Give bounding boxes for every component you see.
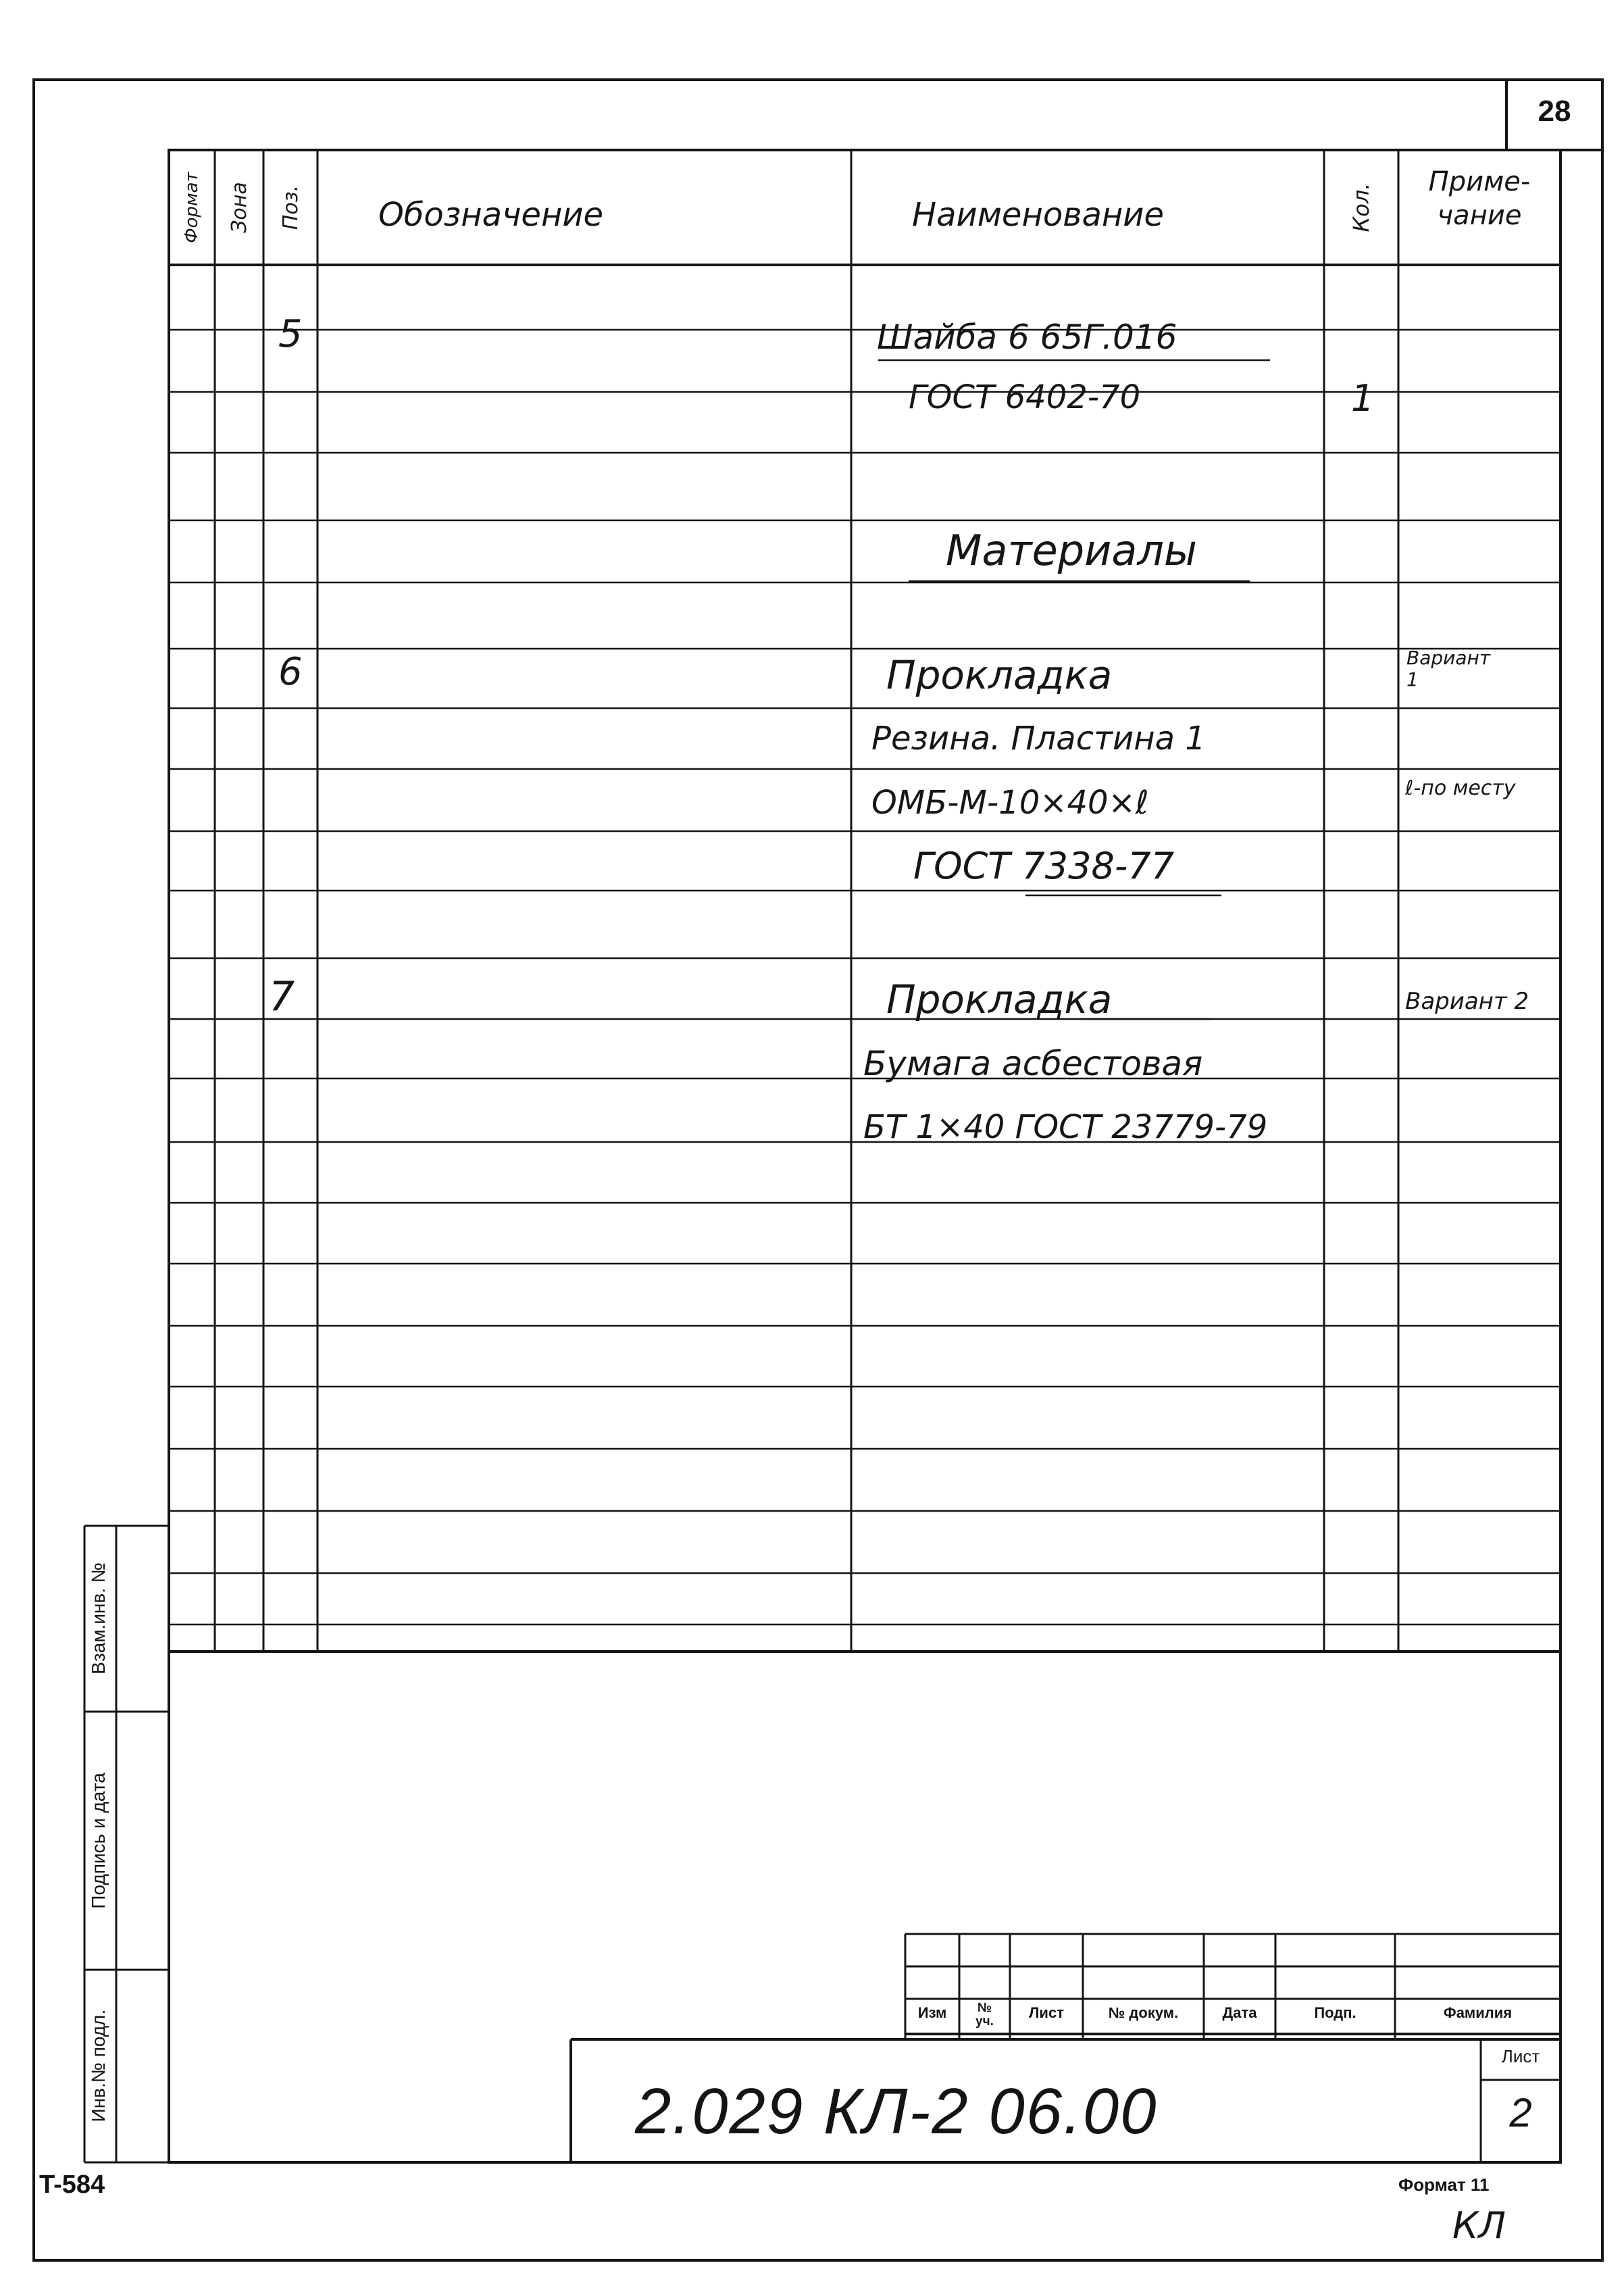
title-col-surname: Фамилия (1443, 2004, 1513, 2021)
form-code: T-584 (39, 2170, 105, 2199)
entry-pos: 6 (278, 650, 303, 694)
entry-name: Прокладка (886, 652, 1113, 698)
title-col-area: № уч. (975, 2001, 994, 2029)
sheet-label: Лист (1501, 2046, 1540, 2066)
header-zone: Зона (227, 182, 251, 233)
header-qty: Кол. (1348, 182, 1374, 232)
page-number: 28 (1538, 95, 1571, 128)
sheet-number: 2 (1509, 2090, 1532, 2135)
entry-note: ℓ-по месту (1405, 776, 1516, 800)
inner-frame (169, 150, 1560, 2162)
entry-name: ОМБ-М-10×40×ℓ (871, 784, 1149, 822)
title-col-signature: Подп. (1314, 2004, 1356, 2021)
section-heading-materials: Материалы (946, 526, 1197, 575)
stamp-inv-orig: Инв.№ подл. (88, 2009, 109, 2122)
header-designation: Обозначение (378, 196, 604, 234)
table-border (169, 150, 1560, 1652)
corner-initials: КЛ (1452, 2204, 1506, 2247)
title-col-change: Изм (917, 2004, 947, 2021)
entry-name: Резина. Пластина 1 (871, 720, 1206, 758)
entry-name: БТ 1×40 ГОСТ 23779-79 (863, 1108, 1268, 1146)
entry-name: Прокладка (886, 976, 1113, 1022)
title-col-doc-no: № докум. (1108, 2004, 1179, 2021)
stamp-sign-date: Подпись и дата (88, 1772, 109, 1909)
document-designation: 2.029 КЛ-2 06.00 (635, 2075, 1158, 2148)
stamp-swap-inv: Взам.инв. № (88, 1562, 109, 1674)
entry-name: Бумага асбестовая (863, 1044, 1203, 1083)
entry-qty: 1 (1351, 377, 1375, 420)
entry-name: Шайба 6 65Г.016 (877, 318, 1177, 357)
column-dividers (215, 150, 1398, 1652)
title-col-sheet: Лист (1029, 2004, 1064, 2021)
header-format: Формат (182, 172, 202, 243)
entry-note: Вариант 2 (1405, 988, 1529, 1015)
entry-note: Вариант 1 (1406, 647, 1491, 691)
header-name: Наименование (912, 196, 1165, 234)
header-note: Приме- чание (1428, 166, 1531, 231)
entry-name: ГОСТ 7338-77 (913, 845, 1175, 887)
header-pos: Поз. (278, 184, 303, 230)
format-label: Формат 11 (1398, 2175, 1490, 2195)
title-col-date: Дата (1222, 2004, 1257, 2021)
entry-name: ГОСТ 6402-70 (909, 378, 1141, 416)
entry-pos: 7 (269, 973, 295, 1020)
entry-pos: 5 (278, 312, 303, 356)
